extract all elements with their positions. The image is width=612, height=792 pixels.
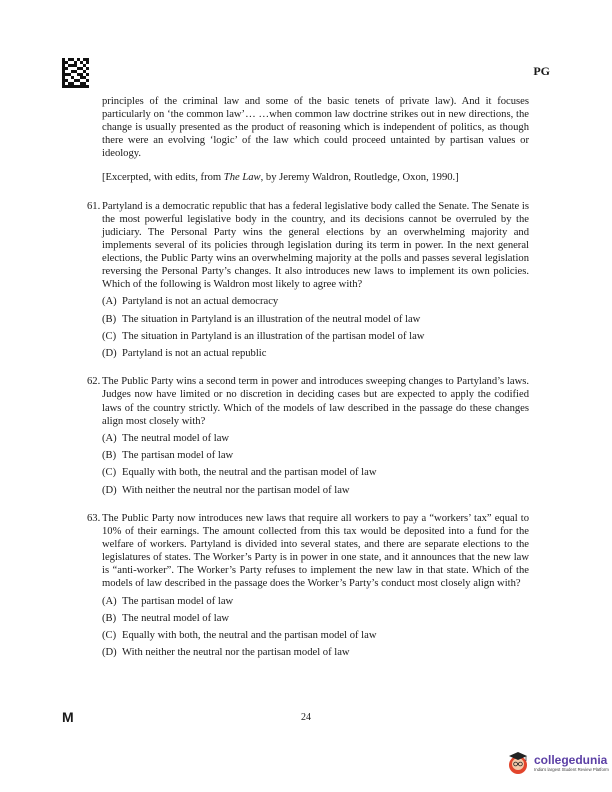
- option-d[interactable]: [102, 646, 529, 659]
- option-text: The neutral model of law: [122, 432, 230, 444]
- brand-name: collegedunia: [534, 752, 608, 767]
- question-text: The Public Party wins a second term in power and introduces sweeping changes to Partyland’s laws. Judges now have limited or no discretion in deciding cases but are expected to apply the codified laws of the country strictly. Which of the models of law described in the passage do these changes align most closely with?: [102, 376, 529, 427]
- option-text: The neutral model of law: [122, 612, 230, 624]
- brand-tagline: India's largest Student Review Platform: [534, 766, 609, 772]
- option-c[interactable]: [102, 330, 529, 343]
- passage-ending: principles of the criminal law and some of the basic tenets of private law). And it focuses particularly on ‘the common law’… …when common law doctrine strikes out in new directions, the change is usually presented as the product of reasoning which is independent of politics, as though there were an evolving ‘logic’ of the law which could proceed untainted by partisan values or ideology.: [102, 96, 529, 160]
- option-b[interactable]: [102, 313, 529, 326]
- option-label: (B): [102, 612, 117, 624]
- option-d[interactable]: [102, 484, 529, 497]
- set-code: M: [62, 709, 74, 725]
- question-text: Partyland is a democratic republic that has a federal legislative body called the Senate. The Senate is the most powerful legislative body in the country, and its decisions cannot be overruled by the judiciary. The Personal Party wins the general elections by an overwhelming majority and implements several of its policies through legislation during its term in power. In the next general elections, the Public Party wins an overwhelming majority at the polls and passes several legislation reversing the Personal Party’s changes. It also introduces new laws to implement its own policies. Which of the following is Waldron most likely to agree with?: [102, 200, 529, 291]
- question-63: [87, 512, 529, 660]
- option-b[interactable]: [102, 612, 529, 625]
- option-c[interactable]: [102, 629, 529, 642]
- option-label: (D): [102, 484, 117, 496]
- question-text: The Public Party now introduces new laws that require all workers to pay a “workers’ tax” equal to 10% of their earnings. The amount collected from this tax would be deposited into a fund for the welfare of workers. Partyland is divided into several states, and there are separate elections to the legislatures of states. The Worker’s Party is in power in one state, and it announces that the new law is “anti-worker”. The Worker’s Party refuses to implement the new law in that state. Which of the models of law described in the passage does the Worker’s Party’s conduct most closely align with?: [102, 512, 529, 590]
- option-label: (D): [102, 348, 117, 360]
- option-c[interactable]: [102, 466, 529, 479]
- option-label: (C): [102, 467, 117, 479]
- option-label: (C): [102, 630, 117, 642]
- option-text: The situation in Partyland is an illustration of the partisan model of law: [122, 330, 425, 342]
- question-number: 61.: [87, 200, 101, 212]
- brand-watermark[interactable]: [505, 750, 609, 776]
- passage-citation: [Excerpted, with edits, from The Law, by Jeremy Waldron, Routledge, Oxon, 1990.]: [102, 172, 459, 184]
- option-text: The situation in Partyland is an illustration of the neutral model of law: [122, 313, 421, 325]
- option-b[interactable]: [102, 449, 529, 462]
- page-number: 24: [301, 712, 311, 723]
- citation-title: The Law: [223, 172, 261, 184]
- option-text: Partyland is not an actual republic: [122, 348, 267, 360]
- paper-code: PG: [533, 64, 550, 78]
- option-text: The partisan model of law: [122, 450, 234, 462]
- option-label: (A): [102, 296, 117, 308]
- option-label: (A): [102, 595, 117, 607]
- option-text: Equally with both, the neutral and the partisan model of law: [122, 467, 377, 479]
- option-text: With neither the neutral nor the partisan model of law: [122, 484, 350, 496]
- option-a[interactable]: [102, 595, 529, 608]
- option-text: Partyland is not an actual democracy: [122, 296, 279, 308]
- option-a[interactable]: [102, 432, 529, 445]
- option-label: (A): [102, 432, 117, 444]
- page-content: [87, 95, 529, 660]
- question-62: [87, 375, 529, 497]
- option-text: The partisan model of law: [122, 595, 234, 607]
- option-text: Equally with both, the neutral and the partisan model of law: [122, 630, 377, 642]
- barcode-icon: [62, 58, 89, 88]
- option-label: (D): [102, 647, 117, 659]
- graduate-mascot-icon: [505, 750, 531, 776]
- option-label: (B): [102, 313, 117, 325]
- question-number: 63.: [87, 512, 101, 524]
- option-label: (C): [102, 330, 117, 342]
- question-61: [87, 200, 529, 361]
- question-number: 62.: [87, 376, 101, 388]
- option-label: (B): [102, 450, 117, 462]
- option-a[interactable]: [102, 295, 529, 308]
- option-d[interactable]: [102, 347, 529, 360]
- option-text: With neither the neutral nor the partisan model of law: [122, 647, 350, 659]
